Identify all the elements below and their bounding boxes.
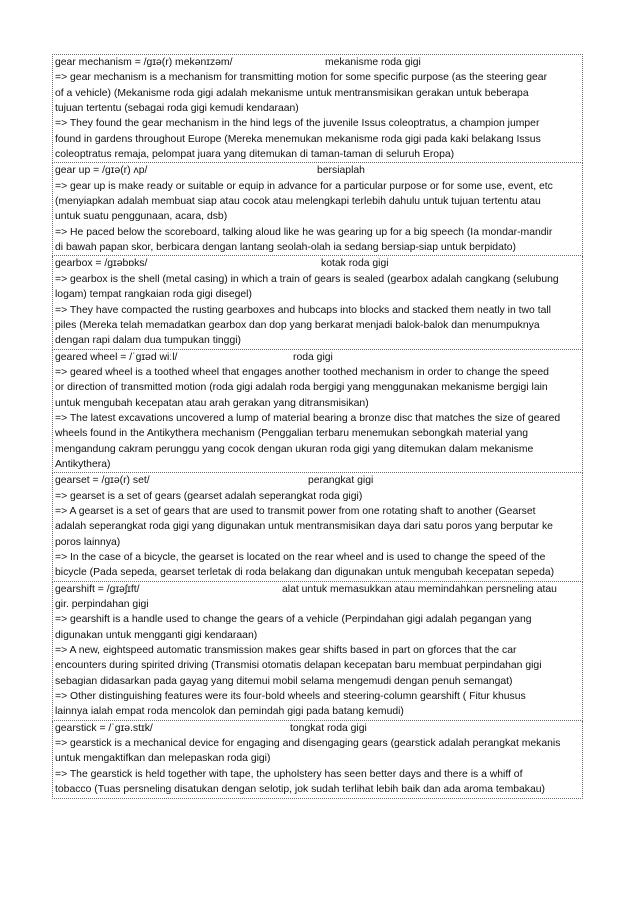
definition-line: poros lainnya) [55,536,121,548]
definition-line: untuk suatu penggunaan, acara, dsb) [55,211,228,223]
entry-translation: tongkat roda gigi [290,722,367,734]
example-line: => Other distinguishing features were its four-bold wheels and steering-column gearshift ( Fitur khusus [55,691,526,703]
definition-line: => gear up is make ready or suitable or equip in advance for a particular purpose or for some use, event, etc [55,180,553,192]
entry-translation: mekanisme roda gigi [325,57,421,68]
example-line: tobacco (Tuas persneling disatukan dengan selotip, jok sudah terlihat lebih baik dan ada aroma tembakau) [55,784,546,796]
definition-line: => geared wheel is a toothed wheel that engages another toothed mechanism in order to change the speed [55,366,549,378]
example-line: di bawah papan skor, berbicara dengan lantang seolah-olah ia sedang bersiap-siap untuk berpidato) [55,242,516,254]
definition-line: => gearset is a set of gears (gearset adalah seperangkat roda gigi) [55,490,363,502]
definition-line: (menyiapkan adalah membuat siap atau cocok atau melengkapi terlebih dahulu untuk tujuan tertentu atau [55,196,541,208]
entry-translation: roda gigi [293,351,333,363]
definition-line: => gearshift is a handle used to change the gears of a vehicle (Perpindahan gigi adalah pegangan yang [55,614,532,626]
entry-heading [55,163,581,178]
entry-term: gearset = /ɡɪə(r) set/ [55,475,150,487]
entry-translation: bersiaplah [317,165,365,177]
definition-line: => A gearset is a set of gears that are used to transmit power from one rotating shaft to another (Gearset [55,505,536,517]
example-line: => They have compacted the rusting gearboxes and hubcaps into blocks and stacked them neatly in two tall [55,304,551,316]
example-line: mengandung cakram perunggu yang cocok dengan ukuran roda gigi yang ditemukan dalam mekanisme [55,443,534,455]
entry-geared-wheel [52,350,583,474]
definition-line: tujuan tertentu (sebagai roda gigi kemudi kendaraan) [55,103,299,115]
entry-term: gear up = /ɡɪə(r) ʌp/ [55,165,148,177]
example-line: => They found the gear mechanism in the hind legs of the juvenile Issus coleoptratus, a champion jumper [55,118,540,130]
example-line: bicycle (Pada sepeda, gearset terletak di roda belakang dan digunakan untuk mengubah kecepatan sepeda) [55,567,555,579]
example-line: => The latest excavations uncovered a lump of material bearing a bronze disc that matches the size of geared [55,412,561,424]
example-line: coleoptratus remaja, pelompat juara yang ditemukan di taman-taman di seluruh Eropa) [55,149,455,161]
entry-heading [55,473,581,488]
entry-translation: perangkat gigi [308,475,374,487]
entry-term: gearshift = /ɡɪəʃɪft/ [55,583,140,595]
entry-heading [55,55,581,70]
example-line: => A new, eightspeed automatic transmission makes gear shifts based in part on gforces that the car [55,645,517,657]
glossary-document [52,54,583,799]
example-line: piles (Mereka telah memadatkan gearbox dan dop yang berkarat menjadi balok-balok dan menumpuknya [55,319,540,331]
definition-line: untuk mengubah kecepatan atau arah gerakan yang ditransmisikan) [55,397,369,409]
definition-line: => gear mechanism is a mechanism for transmitting motion for some specific purpose (as the steering gear [55,72,548,84]
example-line: => He paced below the scoreboard, talking aloud like he was gearing up for a big speech (Ia mondar-mandir [55,226,553,238]
example-line: wheels found in the Antikythera mechanism (Penggalian terbaru menemukan sebongkah material yang [55,428,529,440]
definition-line: of a vehicle) (Mekanisme roda gigi adalah mekanisme untuk mentransmisikan gerakan untuk beberapa [55,87,529,99]
entry-gearbox [52,256,583,349]
definition-line: => gearbox is the shell (metal casing) in which a train of gears is sealed (gearbox adalah cangkang (selubung [55,273,559,285]
entry-term: gearbox = /ɡɪəbɒks/ [55,258,148,270]
entry-gearstick [52,721,583,799]
entry-term: gearstick = /ˈɡɪə.stɪk/ [55,722,153,734]
entry-translation: alat untuk memasukkan atau memindahkan persneling atau [282,583,557,595]
definition-line: untuk mengaktifkan dan melepaskan roda gigi) [55,753,271,765]
example-line: encounters during spirited driving (Transmisi otomatis delapan kecepatan baru membuat perpindahan gigi [55,660,542,672]
definition-line: or direction of transmitted motion (roda gigi adalah roda bergigi yang menggunakan mekanisme bergigi lain [55,382,548,394]
definition-line: => gearstick is a mechanical device for engaging and disengaging gears (gearstick adalah perangkat mekanis [55,738,561,750]
entry-term: geared wheel = /ˈɡɪəd wiːl/ [55,351,178,363]
example-line: lainnya ialah empat roda mencolok dan pemindah gigi pada batang kemudi) [55,706,404,718]
entry-gear-mechanism [52,54,583,163]
entry-heading [55,582,581,597]
entry-gearshift [52,582,583,721]
example-line: sebagian didasarkan pada gayag yang ditemui mobil selama mengemudi dengan penuh semangat) [55,675,513,687]
example-line: found in gardens throughout Europe (Mereka menemukan mekanisme roda gigi pada kaki belakang Issus [55,133,541,145]
entry-heading [55,721,581,736]
entry-gear-up [52,163,583,256]
entry-translation: kotak roda gigi [321,258,389,270]
entry-heading [55,350,581,365]
entry-heading [55,256,581,271]
example-line: => In the case of a bicycle, the gearset is located on the rear wheel and is used to change the speed of the [55,552,546,563]
definition-line: logam) tempat rangkaian roda gigi disegel) [55,289,252,301]
entry-gearset [52,473,583,581]
example-line: => The gearstick is held together with tape, the upholstery has seen better days and there is a whiff of [55,768,523,780]
definition-line: adalah seperangkat roda gigi yang digunakan untuk mentransmisikan daya dari satu poros yang berputar ke [55,521,553,533]
example-line: Antikythera) [55,458,111,470]
entry-term: gear mechanism = /ɡɪə(r) mekənɪzəm/ [55,57,233,68]
example-line: dengan rapi dalam dua tumpukan tinggi) [55,335,242,347]
definition-line: digunakan untuk mengganti gigi kendaraan) [55,629,258,641]
entry-translation-continued: gir. perpindahan gigi [55,599,149,611]
